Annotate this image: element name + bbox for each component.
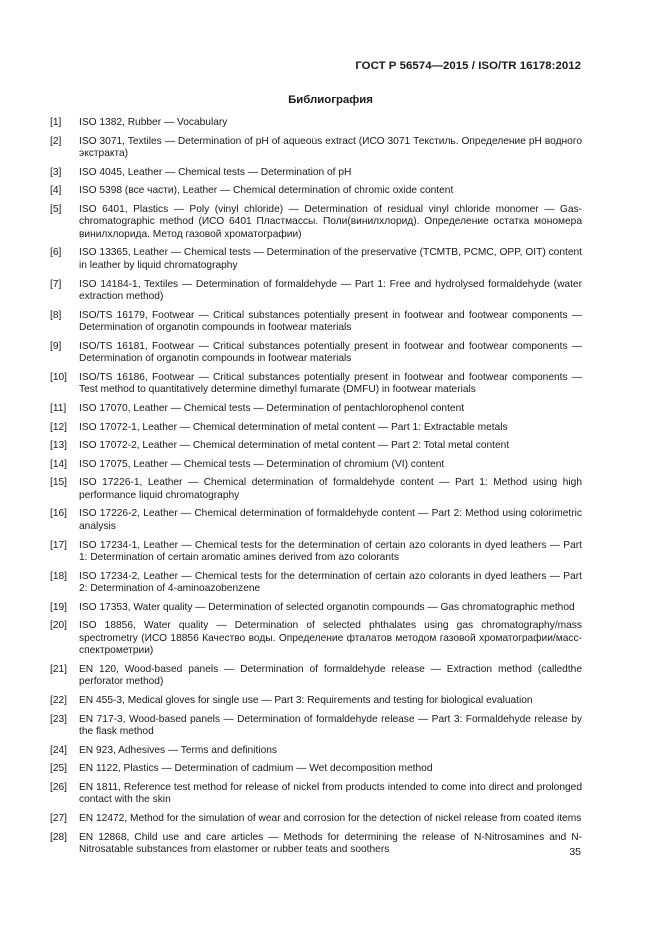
entry-text: ISO 6401, Plastics — Poly (vinyl chloride) — Determination of residual vinyl chloride monomer — Gas-chromatographic method (ИСО 6401 Пластмассы. Поли(винилхлорид). Определение остатка мономера винилхлорида. Метод газовой хроматографии) <box>79 203 582 240</box>
entry-number: [25] <box>50 763 67 775</box>
bibliography-entry <box>50 185 582 198</box>
entry-text: ISO 17226-2, Leather — Chemical determination of formaldehyde content — Part 2: Method using colorimetric analysis <box>79 508 582 532</box>
bibliography-entry <box>50 422 582 435</box>
entry-text: EN 923, Adhesives — Terms and definitions <box>79 744 278 756</box>
bibliography-entry <box>50 540 582 565</box>
entry-number: [12] <box>50 421 67 433</box>
bibliography-entry <box>50 440 582 453</box>
entry-text: ISO/TS 16181, Footwear — Critical substances potentially present in footwear and footwear components — Determination of organotin compounds in footwear materials <box>79 340 582 365</box>
entry-text: EN 120, Wood-based panels — Determination of formaldehyde release — Extraction method (calledthe perforator method) <box>79 663 582 688</box>
entry-number: [17] <box>50 539 67 551</box>
entry-number: [15] <box>50 477 67 489</box>
page-number: 35 <box>569 846 581 858</box>
entry-number: [7] <box>50 278 62 290</box>
entry-text: ISO 14184-1, Textiles — Determination of formaldehyde — Part 1: Free and hydrolysed formaldehyde (water extraction method) <box>79 278 582 303</box>
entry-text: ISO 1382, Rubber — Vocabulary <box>79 117 228 128</box>
entry-text: ISO 17072-1, Leather — Chemical determination of metal content — Part 1: Extractable metals <box>79 421 508 433</box>
bibliography-entry <box>50 813 582 826</box>
bibliography-entry <box>50 459 582 472</box>
entry-number: [22] <box>50 694 67 706</box>
bibliography-entry <box>50 372 582 397</box>
entry-number: [5] <box>50 203 62 215</box>
bibliography-entry <box>50 782 582 807</box>
bibliography-entry <box>50 508 582 533</box>
bibliography-entry <box>50 341 582 366</box>
entry-number: [11] <box>50 402 67 414</box>
entry-number: [13] <box>50 440 67 452</box>
document-code-header: ГОСТ Р 56574—2015 / ISO/TR 16178:2012 <box>355 60 581 72</box>
entry-number: [6] <box>50 247 62 259</box>
entry-number: [4] <box>50 185 62 197</box>
entry-text: EN 717-3, Wood-based panels — Determination of formaldehyde release — Part 3: Formaldehyde release by the flask method <box>79 713 582 738</box>
bibliography-entry <box>50 403 582 416</box>
bibliography-entry <box>50 714 582 739</box>
entry-text: EN 12472, Method for the simulation of wear and corrosion for the detection of nickel release from coated items <box>79 812 582 824</box>
entry-number: [18] <box>50 570 67 582</box>
bibliography-list <box>50 117 582 863</box>
bibliography-entry <box>50 664 582 689</box>
entry-text: ISO 17234-1, Leather — Chemical tests for the determination of certain azo colorants in dyed leathers — Part 1: Determination of certain aromatic amines derived from azo colorants <box>79 539 582 563</box>
entry-number: [26] <box>50 781 67 793</box>
entry-text: ISO 18856, Water quality — Determination of selected phthalates using gas chromatography/mass spectrometry (ИСО 18856 Качество воды. Определение фталатов методом газовой хроматографии/масс-спектрометрии) <box>79 620 582 657</box>
entry-text: ISO 3071, Textiles — Determination of pH of aqueous extract (ИСО 3071 Текстиль. Определение рН водного экстракта) <box>79 135 582 160</box>
entry-number: [2] <box>50 135 62 147</box>
entry-number: [8] <box>50 309 62 321</box>
bibliography-entry <box>50 279 582 304</box>
bibliography-entry <box>50 477 582 502</box>
entry-text: EN 1811, Reference test method for release of nickel from products intended to come into direct and prolonged contact with the skin <box>79 781 582 806</box>
bibliography-entry <box>50 167 582 180</box>
entry-number: [28] <box>50 831 67 843</box>
entry-number: [19] <box>50 601 67 613</box>
entry-text: ISO 17234-2, Leather — Chemical tests for the determination of certain azo colorants in dyed leathers — Part 2: Determination of 4-aminoazobenzene <box>79 570 582 595</box>
entry-number: [23] <box>50 713 67 725</box>
bibliography-entry <box>50 832 582 857</box>
entry-text: EN 455-3, Medical gloves for single use — Part 3: Requirements and testing for biological evaluation <box>79 694 533 706</box>
bibliography-entry <box>50 620 582 658</box>
bibliography-entry <box>50 571 582 596</box>
entry-number: [16] <box>50 508 67 520</box>
entry-number: [9] <box>50 340 62 352</box>
bibliography-entry <box>50 745 582 758</box>
entry-text: ISO 17072-2, Leather — Chemical determination of metal content — Part 2: Total metal content <box>79 440 510 452</box>
entry-text: EN 12868, Child use and care articles — Methods for determining the release of N-Nitrosamines and N-Nitrosatable substances from elastomer or rubber teats and soothers <box>79 831 582 856</box>
bibliography-entry <box>50 602 582 615</box>
entry-number: [21] <box>50 663 67 675</box>
entry-number: [27] <box>50 812 67 824</box>
entry-text: ISO 13365, Leather — Chemical tests — Determination of the preservative (TCMTB, PCMC, OPP, OIT) content in leather by liquid chromatography <box>79 247 582 271</box>
bibliography-entry <box>50 136 582 161</box>
entry-text: ISO/TS 16186, Footwear — Critical substances potentially present in footwear and footwear components — Test method to quantitatively determine dimethyl fumarate (DMFU) in footwear materials <box>79 371 582 396</box>
entry-number: [3] <box>50 166 62 178</box>
entry-number: [1] <box>50 117 62 128</box>
bibliography-entry <box>50 763 582 776</box>
entry-text: ISO 17353, Water quality — Determination of selected organotin compounds — Gas chromatographic method <box>79 601 575 613</box>
entry-text: ISO 17075, Leather — Chemical tests — Determination of chromium (VI) content <box>79 458 445 470</box>
entry-text: ISO 17070, Leather — Chemical tests — Determination of pentachlorophenol content <box>79 402 465 414</box>
entry-text: ISO/TS 16179, Footwear — Critical substances potentially present in footwear and footwear components — Determination of organotin compounds in footwear materials <box>79 309 582 334</box>
entry-text: EN 1122, Plastics — Determination of cadmium — Wet decomposition method <box>79 763 433 775</box>
entry-number: [14] <box>50 458 67 470</box>
entry-number: [10] <box>50 371 67 383</box>
bibliography-entry <box>50 695 582 708</box>
entry-text: ISO 4045, Leather — Chemical tests — Determination of pH <box>79 166 352 178</box>
entry-number: [20] <box>50 620 67 632</box>
bibliography-title: Библиография <box>288 94 373 106</box>
entry-text: ISO 17226-1, Leather — Chemical determination of formaldehyde content — Part 1: Method using high performance liquid chromatography <box>79 477 582 501</box>
bibliography-entry <box>50 204 582 242</box>
bibliography-entry <box>50 247 582 272</box>
bibliography-entry <box>50 310 582 335</box>
entry-number: [24] <box>50 744 67 756</box>
bibliography-entry <box>50 117 582 130</box>
entry-text: ISO 5398 (все части), Leather — Chemical determination of chromic oxide content <box>79 185 454 197</box>
